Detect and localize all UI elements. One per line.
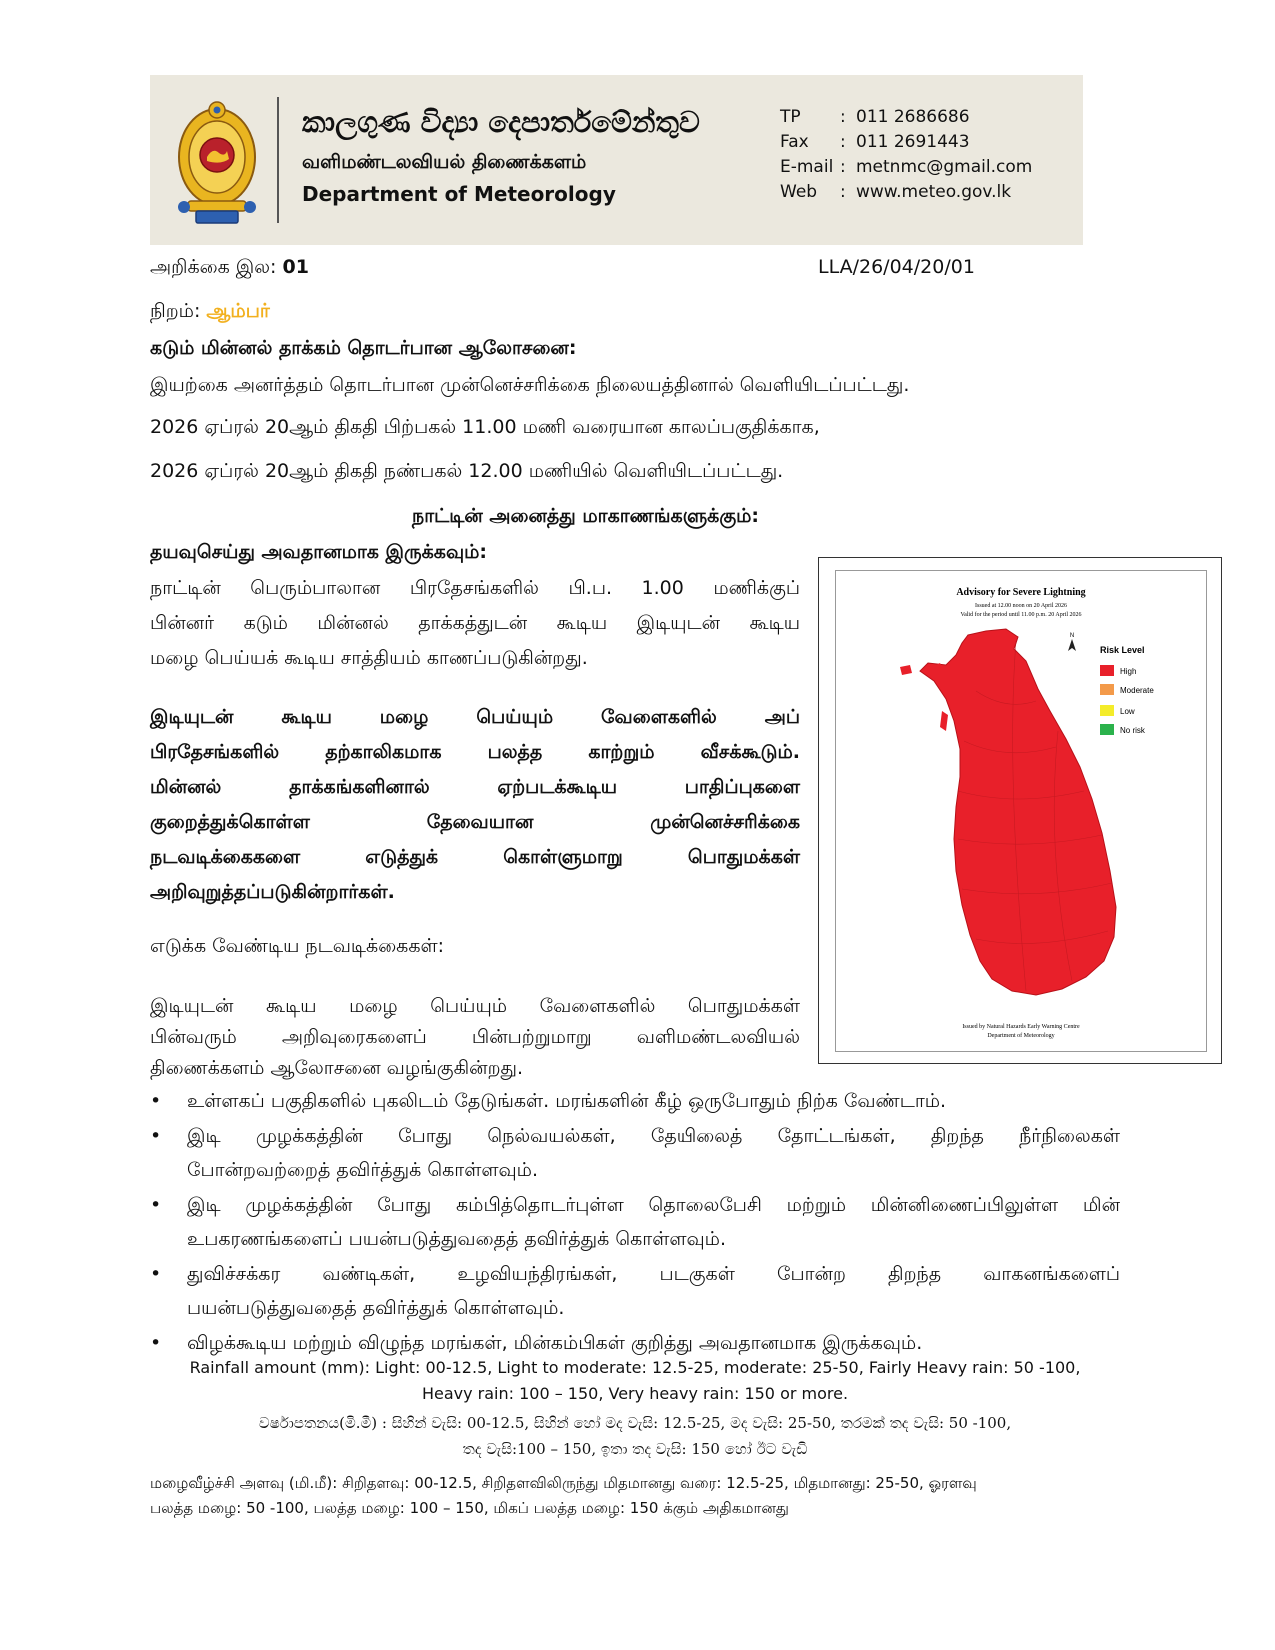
list-item: • உள்ளகப் பகுதிகளில் புகலிடம் தேடுங்கள். மரங்களின் கீழ் ஒருபோதும் நிற்க வேண்டாம். [150, 1084, 1120, 1118]
attention-heading: தயவுசெய்து அவதானமாக இருக்கவும்: [150, 541, 488, 563]
list-item: • இடி முழக்கத்தின் போது கம்பித்தொடர்புள்ள தொலைபேசி மற்றும் மின்னிணைப்பிலுள்ள மின் உபகரணங்களைப் பயன்படுத்துவதைத் தவிர்த்துக் கொள்ளவும். [150, 1188, 1120, 1256]
legend-swatch-moderate [1100, 684, 1114, 695]
bullet-icon: • [150, 1332, 162, 1354]
rainfall-scale-english-1: Rainfall amount (mm): Light: 00-12.5, Light to moderate: 12.5-25, moderate: 25-50, Fairly Heavy rain: 50 -100, [189, 1358, 1081, 1377]
contact-web[interactable]: Web : www.meteo.gov.lk [780, 182, 1012, 202]
map-issued: Issued at 12.00 noon on 20 April 2026 [975, 603, 1067, 609]
sri-lanka-emblem-icon [174, 97, 260, 229]
legend-label-no-risk: No risk [1120, 726, 1145, 735]
list-item: • இடி முழக்கத்தின் போது நெல்வயல்கள், தேயிலைத் தோட்டங்கள், திறந்த நீர்நிலைகள் போன்றவற்றைத் தவிர்த்துக் கொள்ளவும். [150, 1119, 1120, 1187]
legend-label-high: High [1120, 667, 1137, 676]
reference-number: LLA/26/04/20/01 [818, 256, 975, 278]
bullet-icon: • [150, 1263, 162, 1285]
list-item: • துவிச்சக்கர வண்டிகள், உழவியந்திரங்கள், படகுகள் போன்ற திறந்த வாகனங்களைப் பயன்படுத்துவதைத் தவிர்த்துக் கொள்ளவும். [150, 1257, 1120, 1325]
safety-actions-list [150, 1084, 1120, 1361]
list-item: • விழக்கூடிய மற்றும் விழுந்த மரங்கள், மின்கம்பிகள் குறித்து அவதானமாக இருக்கவும். [150, 1326, 1120, 1360]
map-footer-issuer: Issued by Natural Hazards Early Warning Centre [962, 1024, 1080, 1030]
contact-phone: TP : 011 2686686 [780, 107, 970, 127]
issued-by: இயற்கை அனர்த்தம் தொடர்பான முன்னெச்சரிக்கை நிலையத்தினால் வெளியிடப்பட்டது. [150, 374, 910, 396]
sri-lanka-risk-area [920, 629, 1116, 995]
sinhala-department-title: කාලගුණ විද්‍යා දෙපාර්තමේන්තුව [302, 105, 700, 139]
lightning-advisory-map [818, 557, 1222, 1064]
rainfall-scale-english-2: Heavy rain: 100 – 150, Very heavy rain: 150 or more. [421, 1384, 849, 1403]
notice-number: அறிக்கை இல: 01 [150, 256, 309, 278]
rainfall-scale-sinhala-2: තද වැසි:100 – 150, ඉතා තද වැසි: 150 හෝ ඊට වැඩි [462, 1440, 808, 1458]
letterhead [150, 75, 1083, 245]
actions-heading: எடுக்க வேண்டிய நடவடிக்கைகள்: [150, 935, 445, 957]
valid-period: 2026 ஏப்ரல் 20ஆம் திகதி பிற்பகல் 11.00 மணி வரையான காலப்பகுதிக்காக, [150, 416, 820, 438]
contact-email[interactable]: E-mail : metnmc@gmail.com [780, 157, 1033, 177]
legend-label-moderate: Moderate [1120, 686, 1154, 695]
bullet-icon: • [150, 1194, 162, 1216]
provinces-heading: நாட்டின் அனைத்து மாகாணங்களுக்கும்: [412, 505, 759, 527]
legend-label-low: Low [1120, 707, 1135, 716]
alert-color: நிறம்: ஆம்பர் [150, 300, 270, 322]
legend-swatch-no-risk [1100, 724, 1114, 735]
header-divider [277, 97, 279, 223]
rainfall-scale-tamil-2: பலத்த மழை: 50 -100, பலத்த மழை: 100 – 150, மிகப் பலத்த மழை: 150 க்கும் அதிகமானது [150, 1499, 789, 1517]
map-title: Advisory for Severe Lightning [956, 587, 1086, 598]
map-valid: Valid for the period until 11.00 p.m. 20 April 2026 [960, 612, 1082, 618]
advice-paragraph: இடியுடன் கூடிய மழை பெய்யும் வேளைகளில் பொதுமக்கள் பின்வரும் அறிவுரைகளைப் பின்பற்றுமாறு வளிமண்டலவியல் திணைக்களம் ஆலோசனை வழங்குகின்றது. [150, 995, 800, 1079]
tamil-department-title: வளிமண்டலவியல் திணைக்களம் [302, 151, 587, 173]
wind-warning-paragraph: இடியுடன் கூடிய மழை பெய்யும் வேளைகளில் அப் பிரதேசங்களில் தற்காலிகமாக பலத்த காற்றும் வீசக்கூடும். மின்னல் தாக்கங்களினால் ஏற்படக்கூடிய பாதிப்புகளை குறைத்துக்கொள்ள தேவையான முன்னெச்சரிக்கை நடவடிக்கைகளை எடுத்துக் கொள்ளுமாறு பொதுமக்கள் அறிவுறுத்தப்படுகின்றார்கள். [150, 706, 800, 903]
advisory-title: கடும் மின்னல் தாக்கம் தொடர்பான ஆலோசனை: [150, 337, 577, 359]
map-footer-department: Department of Meteorology [987, 1033, 1055, 1039]
forecast-paragraph: நாட்டின் பெரும்பாலான பிரதேசங்களில் பி.ப. 1.00 மணிக்குப் பின்னர் கடும் மின்னல் தாக்கத்துடன் கூடிய இடியுடன் கூடிய மழை பெய்யக் கூடிய சாத்தியம் காணப்படுகின்றது. [150, 577, 800, 669]
map-legend [1100, 645, 1154, 735]
bullet-icon: • [150, 1125, 162, 1147]
contact-fax: Fax : 011 2691443 [780, 132, 970, 152]
bullet-icon: • [150, 1090, 162, 1112]
svg-text:N: N [1069, 633, 1075, 639]
contact-info [780, 105, 1032, 205]
map-frame [835, 570, 1207, 1052]
english-department-title: Department of Meteorology [302, 182, 616, 206]
rainfall-scale-sinhala-1: වර්ෂාපතනය(මි.මී) : සිහින් වැසි: 00-12.5, සිහින් හෝ මද වැසි: 12.5-25, මද වැසි: 25-50, තරමක් තද වැසි: 50 -100, [258, 1414, 1012, 1432]
north-arrow-icon [1068, 633, 1076, 651]
issued-time: 2026 ஏப்ரல் 20ஆம் திகதி நண்பகல் 12.00 மணியில் வெளியிடப்பட்டது. [150, 460, 784, 482]
alert-color-value: ஆம்பர் [206, 300, 270, 322]
legend-title: Risk Level [1100, 645, 1145, 655]
rainfall-scale-tamil-1: மழைவீழ்ச்சி அளவு (மி.மீ): சிறிதளவு: 00-12.5, சிறிதளவிலிருந்து மிதமானது வரை: 12.5-25, மிதமானது: 25-50, ஓரளவு [150, 1474, 977, 1492]
legend-swatch-high [1100, 665, 1114, 676]
legend-swatch-low [1100, 705, 1114, 716]
